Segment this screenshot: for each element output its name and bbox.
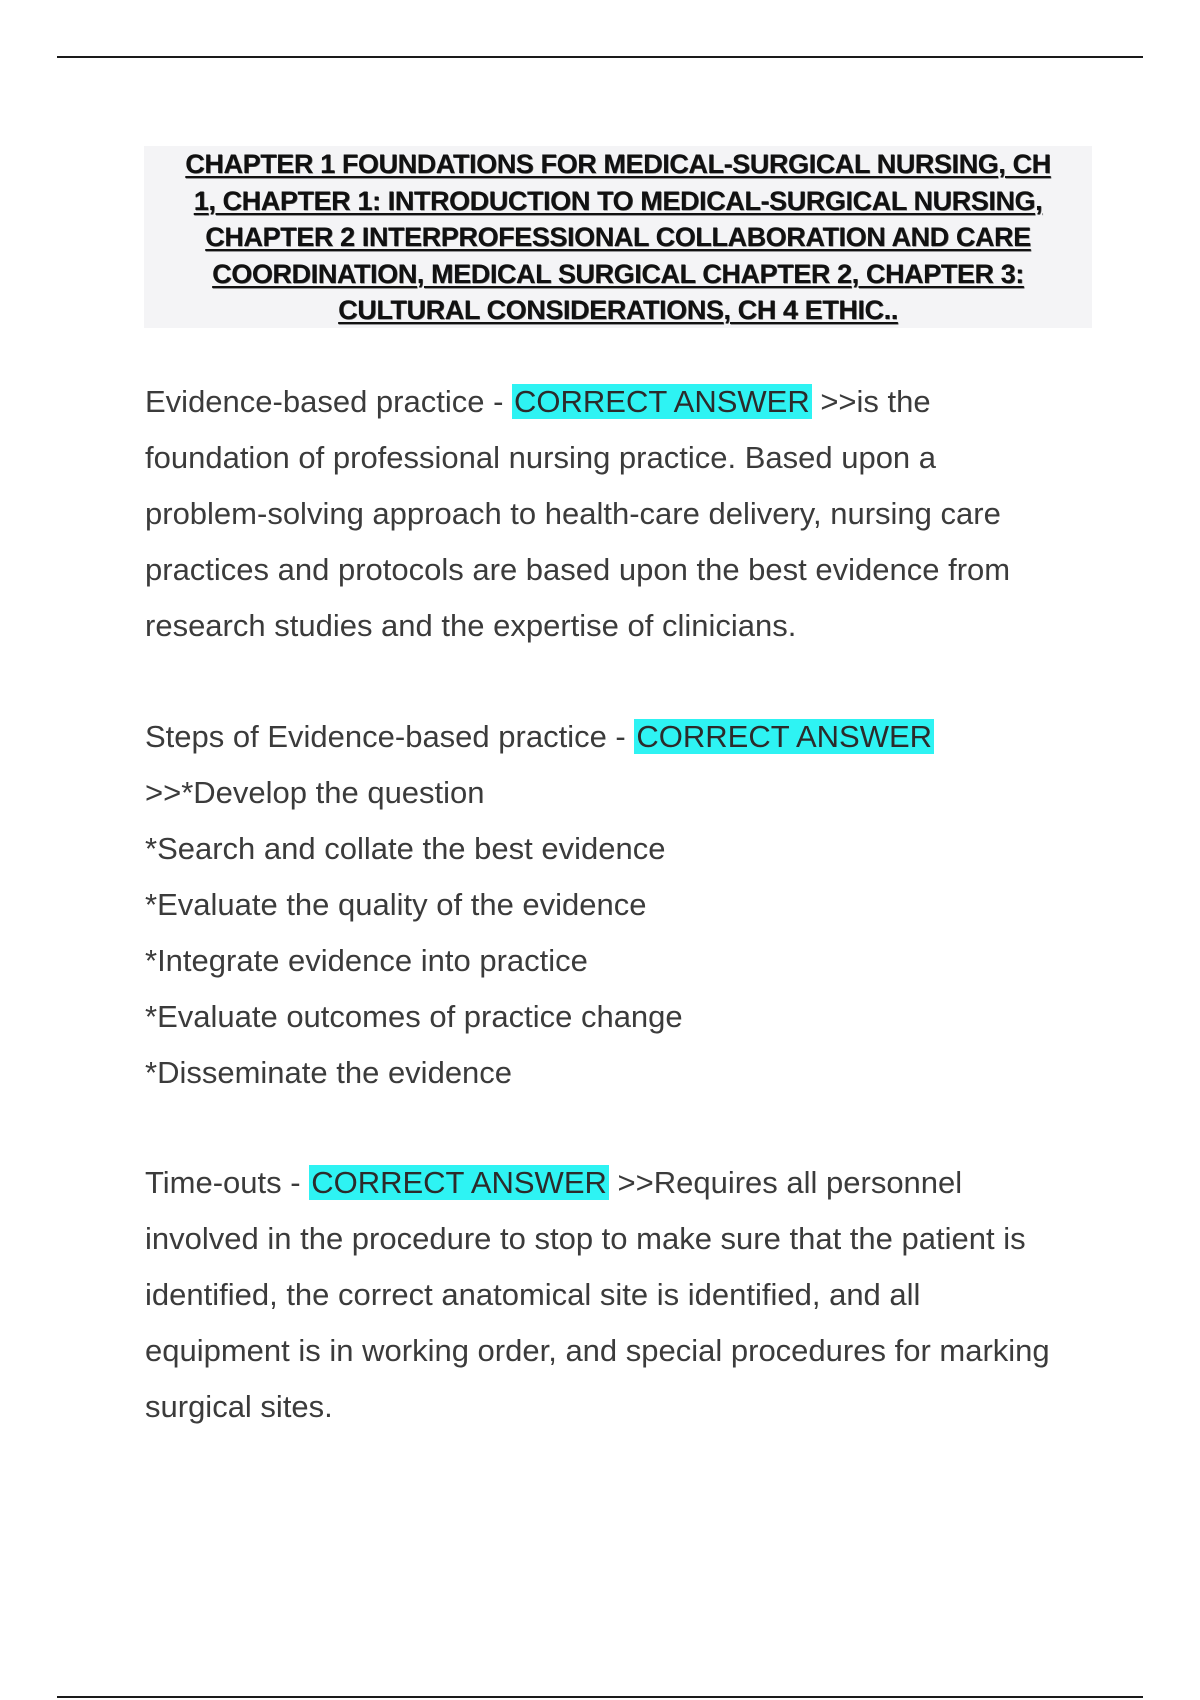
entry-line: *Evaluate outcomes of practice change [145,999,683,1034]
entry-line: *Disseminate the evidence [145,1055,513,1090]
qa-entry [145,1155,1105,1435]
bottom-rule [57,1696,1143,1698]
entry-line: *Integrate evidence into practice [145,943,588,978]
entry-line: identified, the correct anatomical site is identified, and all [145,1277,921,1312]
entry-term: Steps of Evidence-based practice - [145,719,635,754]
entry-line: research studies and the expertise of clinicians. [145,608,797,643]
entry-answer-start: >>Requires all personnel [608,1165,963,1200]
title-line: 1, CHAPTER 1: INTRODUCTION TO MEDICAL-SURGICAL NURSING, [193,185,1043,216]
entry-first-line [145,1155,1105,1211]
entry-answer-start: >>is the [811,384,931,419]
entry-line: *Search and collate the best evidence [145,831,666,866]
title-line: CHAPTER 2 INTERPROFESSIONAL COLLABORATION AND CARE [205,222,1031,252]
entry-line: *Evaluate the quality of the evidence [145,887,647,922]
entry-line: problem-solving approach to health-care delivery, nursing care [145,496,1001,531]
entry-line: practices and protocols are based upon the best evidence from [145,552,1011,587]
entry-line: surgical sites. [145,1389,333,1424]
correct-answer-tag: CORRECT ANSWER [311,1165,607,1200]
title-line: COORDINATION, MEDICAL SURGICAL CHAPTER 2, CHAPTER 3: [212,258,1024,289]
entry-line: foundation of professional nursing practice. Based upon a [145,440,937,475]
correct-answer-tag: CORRECT ANSWER [636,719,933,754]
qa-entry [145,374,1105,654]
entry-term: Time-outs - [145,1165,310,1200]
entry-first-line [145,709,1105,765]
correct-answer-tag: CORRECT ANSWER [514,384,810,419]
entry-line: >>*Develop the question [145,775,485,810]
entry-line: involved in the procedure to stop to make sure that the patient is [145,1221,1026,1256]
title-line: CULTURAL CONSIDERATIONS, CH 4 ETHIC.. [338,295,898,325]
entry-first-line [145,374,1105,430]
qa-entry [145,709,1105,1101]
entry-line: equipment is in working order, and special procedures for marking [145,1333,1050,1368]
title-line: CHAPTER 1 FOUNDATIONS FOR MEDICAL-SURGICAL NURSING, CH [185,149,1051,179]
top-rule [57,56,1143,58]
document-title-block [144,146,1092,328]
entry-term: Evidence-based practice - [145,384,513,419]
